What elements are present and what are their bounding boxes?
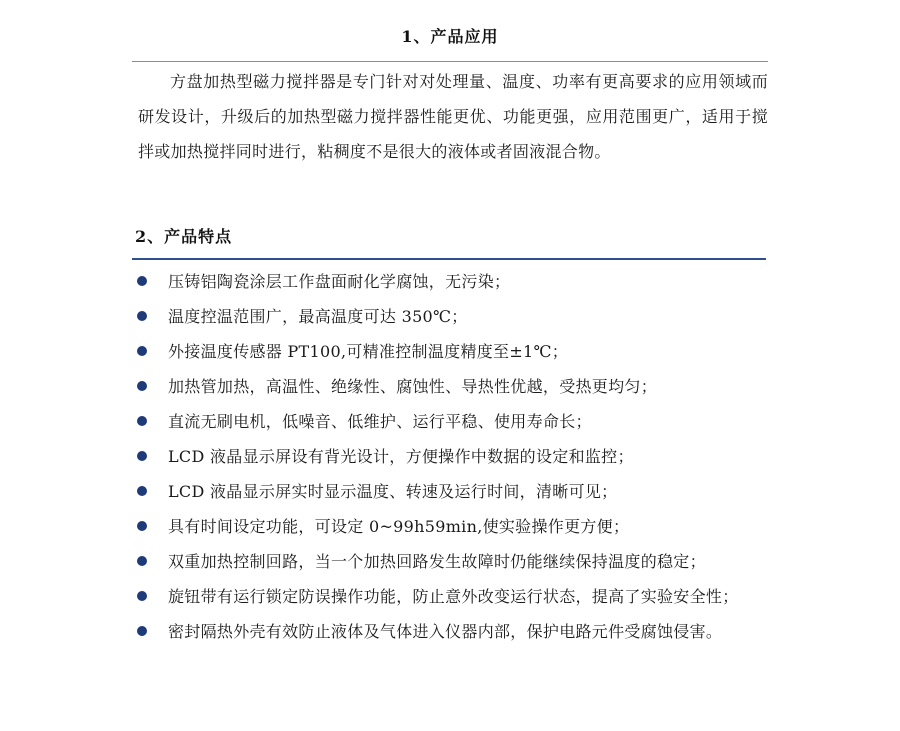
feature-item (135, 299, 768, 334)
bullet-icon (137, 276, 147, 286)
bullet-icon (137, 451, 147, 461)
feature-item (135, 404, 768, 439)
section-title-product-features: 2、产品特点 (135, 227, 233, 246)
feature-text: LCD 液晶显示屏实时显示温度、转速及运行时间，清晰可见； (168, 482, 618, 501)
feature-item (135, 334, 768, 369)
bullet-icon (137, 486, 147, 496)
feature-text: 温度控温范围广，最高温度可达 350℃； (168, 307, 468, 326)
bullet-icon (137, 591, 147, 601)
feature-text: 外接温度传感器 PT100,可精准控制温度精度至±1℃； (168, 342, 569, 361)
bullet-icon (137, 521, 147, 531)
bullet-icon (137, 626, 147, 636)
feature-text: 密封隔热外壳有效防止液体及气体进入仪器内部，保护电路元件受腐蚀侵害。 (168, 622, 723, 641)
feature-text: 直流无刷电机，低噪音、低维护、运行平稳、使用寿命长； (168, 412, 592, 431)
bullet-icon (137, 556, 147, 566)
feature-item (135, 439, 768, 474)
feature-text: LCD 液晶显示屏设有背光设计，方便操作中数据的设定和监控； (168, 447, 634, 466)
bullet-icon (137, 346, 147, 356)
product-application-paragraph: 方盘加热型磁力搅拌器是专门针对对处理量、温度、功率有更高要求的应用领域而研发设计，升级后的加热型磁力搅拌器性能更优、功能更强，应用范围更广，适用于搅拌或加热搅拌同时进行，粘稠度不是很大的液体或者固液混合物。 (138, 72, 768, 161)
feature-item (135, 579, 768, 614)
feature-item (135, 474, 768, 509)
feature-item (135, 369, 768, 404)
feature-text: 压铸铝陶瓷涂层工作盘面耐化学腐蚀，无污染； (168, 272, 511, 291)
section-divider (132, 258, 766, 260)
feature-text: 具有时间设定功能，可设定 0~99h59min,使实验操作更方便； (168, 517, 630, 536)
feature-item (135, 614, 768, 649)
section-title-product-application: 1、产品应用 (401, 27, 499, 46)
bullet-icon (137, 416, 147, 426)
feature-text: 旋钮带有运行锁定防误操作功能，防止意外改变运行状态，提高了实验安全性； (168, 587, 739, 606)
feature-text: 双重加热控制回路，当一个加热回路发生故障时仍能继续保持温度的稳定； (168, 552, 706, 571)
feature-list (135, 264, 775, 649)
feature-item (135, 544, 768, 579)
feature-text: 加热管加热，高温性、绝缘性、腐蚀性、导热性优越，受热更均匀； (168, 377, 658, 396)
section-divider (132, 61, 768, 62)
bullet-icon (137, 381, 147, 391)
feature-item (135, 509, 768, 544)
bullet-icon (137, 311, 147, 321)
feature-item (135, 264, 768, 299)
